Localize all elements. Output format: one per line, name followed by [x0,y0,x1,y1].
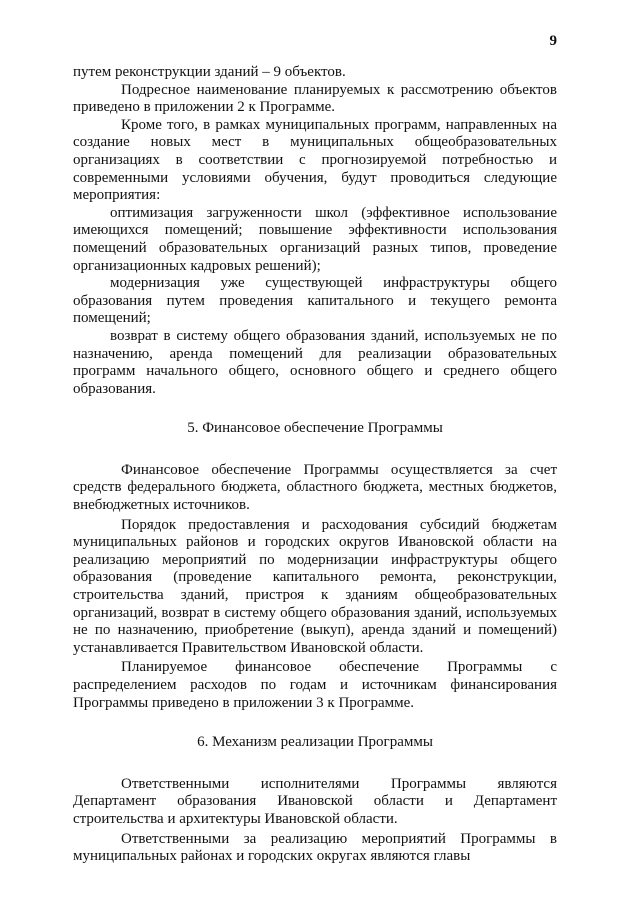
paragraph: Ответственными исполнителями Программы являются Департамент образования Ивановской области и Департамент строительства и архитектуры Ивановской области. [73,775,557,827]
section-heading: 6. Механизм реализации Программы [197,734,433,751]
page-number: 9 [549,33,557,49]
section-heading: 5. Финансовое обеспечение Программы [187,420,443,437]
document-body [73,64,557,866]
paragraph: Порядок предоставления и расходования субсидий бюджетам муниципальных районов и городских округов Ивановской области на реализацию мероприятий по модернизации инфраструктуры общего образования (проведение капитального ремонта, реконструкции, строительства зданий, пристроя к зданиям общеобразовательных организаций, возврат в систему общего образования зданий, используемых не по назначению, приобретение (выкуп), аренда зданий и помещений) устанавливается Правительством Ивановской области. [73,516,557,656]
list-item: модернизация уже существующей инфраструктуры общего образования путем проведения капитального и текущего ремонта помещений; [73,275,557,327]
paragraph: Кроме того, в рамках муниципальных программ, направленных на создание новых мест в муниципальных общеобразовательных организациях в соответствии с прогнозируемой потребностью и современными условиями обучения, будут проводиться следующие мероприятия: [73,116,557,204]
paragraph: Подресное наименование планируемых к рассмотрению объектов приведено в приложении 2 к Программе. [73,81,557,116]
list-item: возврат в систему общего образования зданий, используемых не по назначению, аренда помещений для реализации образовательных программ начального общего, основного общего и среднего общего образования. [73,327,557,397]
paragraph: Ответственными за реализацию мероприятий Программы в муниципальных районах и городских округах являются главы [73,830,557,865]
list-item: оптимизация загруженности школ (эффективное использование имеющихся помещений; повышение эффективности использования помещений образовательных организаций разных типов, проведение организационных кадровых решений); [73,204,557,274]
paragraph: Финансовое обеспечение Программы осуществляется за счет средств федерального бюджета, областного бюджета, местных бюджетов, внебюджетных источников. [73,461,557,514]
paragraph: Планируемое финансовое обеспечение Программы с распределением расходов по годам и источникам финансирования Программы приведено в приложении 3 к Программе. [73,659,557,711]
paragraph: путем реконструкции зданий – 9 объектов. [73,64,346,80]
